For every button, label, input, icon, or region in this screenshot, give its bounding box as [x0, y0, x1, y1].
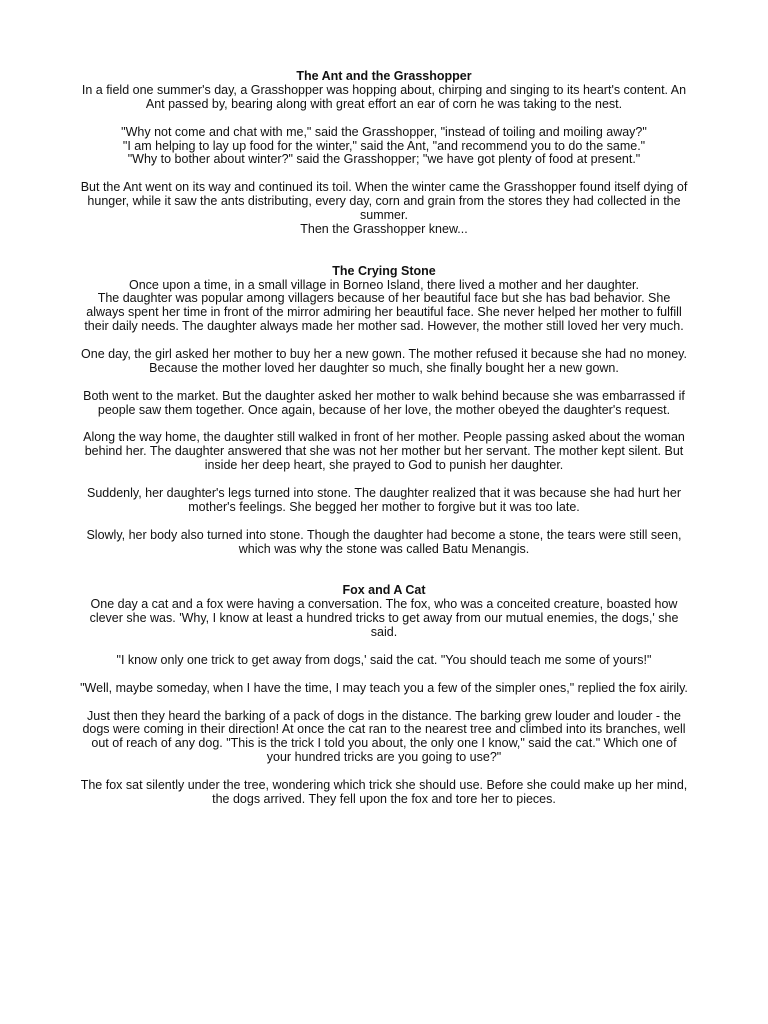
story-paragraph [80, 126, 688, 168]
paragraph-line: "Why not come and chat with me," said the Grasshopper, "instead of toiling and moiling away?" [121, 124, 647, 139]
document-page [80, 70, 688, 807]
paragraph-line: "I know only one trick to get away from dogs,' said the cat. "You should teach me some of yours!" [116, 652, 652, 667]
story-paragraph [80, 710, 688, 766]
story-paragraph [80, 181, 688, 237]
story-paragraph [80, 598, 688, 640]
paragraph-line: One day a cat and a fox were having a conversation. The fox, who was a conceited creature, boasted how clever she was. 'Why, I know at least a hundred tricks to get away from our mutual enemies, the dogs,' she said. [89, 597, 679, 640]
paragraph-line: Both went to the market. But the daughter asked her mother to walk behind because she was embarrassed if people saw them together. Once again, because of her love, the mother obeyed the daughter's request. [83, 388, 685, 417]
story-paragraph [80, 279, 688, 335]
story-paragraph [80, 431, 688, 473]
story-paragraph [80, 529, 688, 557]
story-paragraph [80, 682, 688, 696]
paragraph-line: Along the way home, the daughter still walked in front of her mother. People passing asked about the woman behind her. The daughter answered that she was not her mother but her servant. The mother kept silent. But inside her deep heart, she prayed to God to punish her daughter. [83, 430, 685, 473]
paragraph-line: "I am helping to lay up food for the winter," said the Ant, "and recommend you to do the same." [122, 138, 646, 153]
story-paragraph [80, 654, 688, 668]
paragraph-line: Then the Grasshopper knew... [300, 221, 468, 236]
story-title: Fox and A Cat [342, 583, 426, 598]
paragraph-line: The daughter was popular among villagers because of her beautiful face but she has bad behavior. She always spent her time in front of the mirror admiring her beautiful face. She never helped her mother to fulfill their daily needs. The daughter always made her mother sad. However, the mother still loved her very much. [84, 291, 684, 334]
story-paragraph [80, 84, 688, 112]
story-paragraph [80, 390, 688, 418]
paragraph-line: The fox sat silently under the tree, wondering which trick she should use. Before she could make up her mind, the dogs arrived. They fell upon the fox and tore her to pieces. [80, 778, 688, 806]
paragraph-line: "Why to bother about winter?" said the Grasshopper; "we have got plenty of food at present." [127, 152, 641, 167]
paragraph-line: In a field one summer's day, a Grasshopper was hopping about, chirping and singing to its heart's content. An Ant passed by, bearing along with great effort an ear of corn he was taking to the nest. [81, 82, 687, 111]
paragraph-line: But the Ant went on its way and continued its toil. When the winter came the Grasshopper found itself dying of hunger, while it saw the ants distributing, every day, corn and grain from the stores they had collected in the summer. [80, 180, 688, 223]
paragraph-line: Just then they heard the barking of a pack of dogs in the distance. The barking grew louder and louder - the dogs were coming in their direction! At once the cat ran to the nearest tree and climbed into its branches, well out of reach of any dog. "This is the trick I told you about, the only one I know," said the cat." Which one of your hundred tricks are you going to use?" [82, 708, 686, 765]
paragraph-line: Once upon a time, in a small village in Borneo Island, there lived a mother and her daughter. [128, 277, 640, 292]
story-title: The Ant and the Grasshopper [296, 69, 472, 83]
paragraph-line: Slowly, her body also turned into stone. Though the daughter had become a stone, the tears were still seen, which was why the stone was called Batu Menangis. [86, 527, 682, 556]
story-paragraph [80, 348, 688, 376]
paragraph-line: "Well, maybe someday, when I have the time, I may teach you a few of the simpler ones," replied the fox airily. [80, 680, 688, 695]
paragraph-line: Suddenly, her daughter's legs turned into stone. The daughter realized that it was because she had hurt her mother's feelings. She begged her mother to forgive but it was too late. [87, 486, 681, 514]
story-ant-grasshopper [80, 70, 688, 237]
story-paragraph [80, 779, 688, 807]
story-crying-stone [80, 265, 688, 557]
story-paragraph [80, 487, 688, 515]
paragraph-line: One day, the girl asked her mother to buy her a new gown. The mother refused it because she had no money. Because the mother loved her daughter so much, she finally bought her a new gown. [81, 347, 687, 375]
story-title: The Crying Stone [332, 263, 436, 278]
story-fox-and-cat [80, 584, 688, 806]
